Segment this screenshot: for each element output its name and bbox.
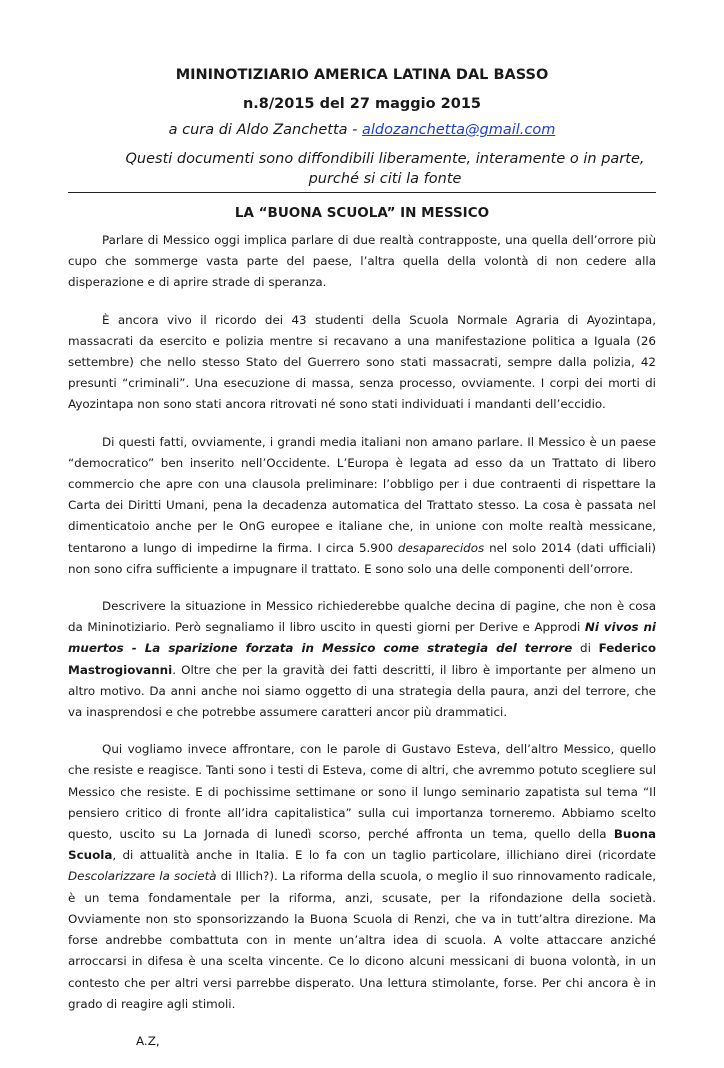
book-title: Ni vivos ni muertos - La sparizione forzata in Messico come strategia del terrore: [68, 620, 657, 656]
paragraph-5: Qui vogliamo invece affrontare, con le parole di Gustavo Esteva, dell’altro Messico, quello che resiste e reagisce. Tanti sono i testi di Esteva, come di altri, che avremmo potuto scegliere sul Messico che resiste. E di pochissime settimane or sono il lungo seminario zapatista sul tema “Il pensiero critico di fronte all’idra capitalistica” sulla cui importanza torneremo. Abbiamo scelto questo, uscito su La Jornada di lunedì scorso, perché affronta un tema, quello della Buona Scuola, di attualità anche in Italia. E lo fa con un taglio particolare, illichiano direi (ricordate Descolarizzare la società di Illich?). La riforma della scuola, o meglio il suo rinnovamento radicale, è un tema fondamentale per la riforma, anzi, scusate, per la rifondazione della società. Ovviamente non sto sponsorizzando la Buona Scuola di Renzi, che va in tutt’altra direzione. Ma forse andrebbe combattuta con in mente un’altra idea di scuola. A volte attaccare anziché arroccarsi in difesa è una scelta vincente. Ce lo dicono alcuni messicani di buona volontà, in un contesto che per altri versi parrebbe disperato. Una lettura stimolante, forse. Per chi ancora è in grado di reagire agli stimoli.: [68, 742, 656, 1011]
issue-line: n.8/2015 del 27 maggio 2015: [242, 96, 482, 112]
paragraph-2: È ancora vivo il ricordo dei 43 studenti della Scuola Normale Agraria di Ayozintapa, massacrati da esercito e polizia mentre si recavano a una manifestazione politica a Iguala (26 settembre) che nello stesso Stato del Guerrero sono stati massacrati, sempre dalla polizia, 42 presunti “criminali”. Una esecuzione di massa, senza processo, ovviamente. I corpi dei morti di Ayozintapa non sono stati ancora ritrovati né sono stati individuati i mandanti dell’eccidio.: [68, 312, 656, 412]
distribution-notice: Questi documenti sono diffondibili liberamente, interamente o in parte, purché si citi la fonte: [125, 151, 645, 187]
paragraph-3: Di questi fatti, ovviamente, i grandi media italiani non amano parlare. Il Messico è un paese “democratico” ben inserito nell’Occidente. L’Europa è legata ad esso da un Trattato di libero commercio che apre con una clausola preliminare: l’obbligo per i due contraenti di rispettare la Carta dei Diritti Umani, pena la decadenza automatica del Trattato stesso. La cosa è passata nel dimenticatoio anche per le OnG europee e italiane che, in unione con molte realtà messicane, tentarono a lungo di impedirne la firma. I circa 5.900 desaparecidos nel solo 2014 (dati ufficiali) non sono cifra sufficiente a impugnare il trattato. E sono solo una delle componenti dell’orrore.: [68, 434, 656, 576]
signature: A.Z,: [136, 1033, 160, 1048]
header-divider: [68, 192, 656, 193]
newsletter-header: [0, 64, 724, 189]
newsletter-title: MININOTIZIARIO AMERICA LATINA DAL BASSO: [175, 67, 549, 83]
book-author: Federico Mastrogiovanni: [68, 641, 657, 677]
curator-prefix: a cura di Aldo Zanchetta -: [168, 122, 362, 138]
curator-line: [0, 119, 724, 141]
curator-email-link[interactable]: aldozanchetta@gmail.com: [362, 122, 556, 138]
desaparecidos-term: desaparecidos: [397, 540, 485, 555]
paragraph-1: Parlare di Messico oggi implica parlare di due realtà contrapposte, una quella dell’orrore più cupo che sommerge vasta parte del paese, l’altra quella della volontà di non cedere alla disperazione e di aprire strade di speranza.: [68, 233, 656, 290]
paragraph-4: Descrivere la situazione in Messico richiederebbe qualche decina di pagine, che non è cosa da Mininotiziario. Però segnaliamo il libro uscito in questi giorni per Derive e Approdi Ni vivos ni muertos - La sparizione forzata in Messico come strategia del terrore di Federico Mastrogiovanni. Oltre che per la gravità dei fatti descritti, il libro è importante per almeno un altro motivo. Da anni anche noi siamo oggetto di una strategia della paura, anzi del terrore, che va inasprendosi e che potrebbe assumere caratteri ancor più drammatici.: [68, 599, 657, 720]
article-title: LA “BUONA SCUOLA” IN MESSICO: [234, 205, 490, 221]
buona-scuola-term: Buona Scuola: [68, 827, 656, 863]
article-body: [68, 230, 656, 1068]
illich-book-title: Descolarizzare la società: [68, 869, 217, 884]
